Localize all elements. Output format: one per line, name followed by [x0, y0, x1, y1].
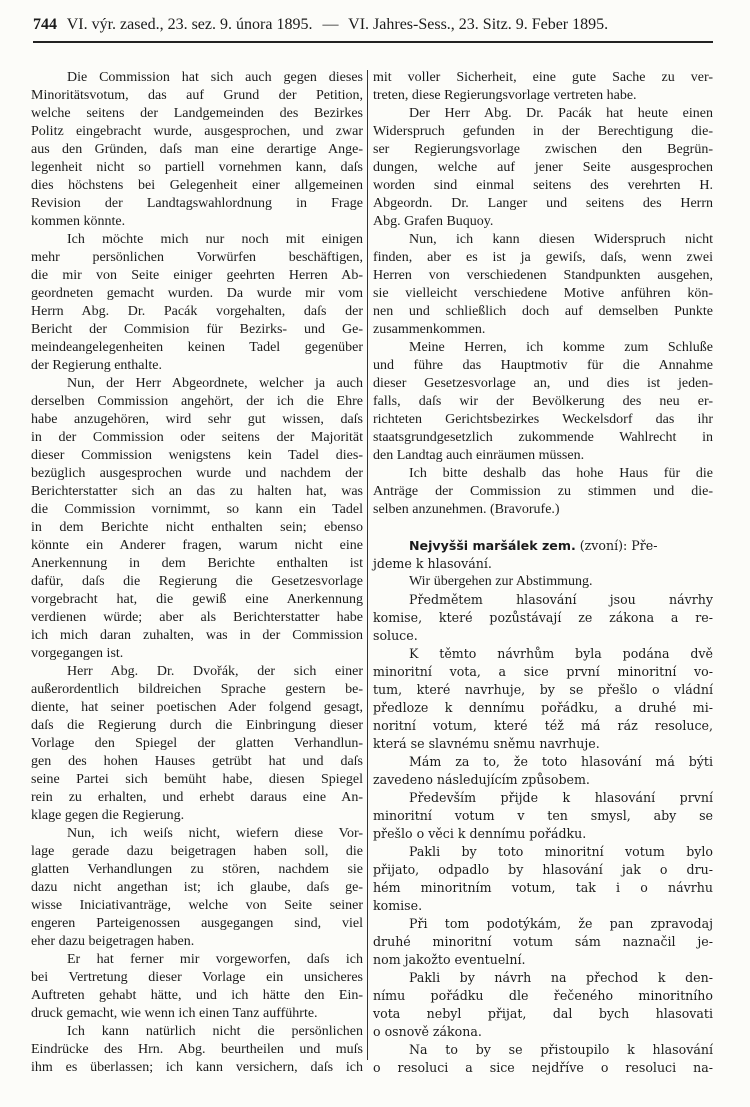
paragraph	[373, 105, 713, 231]
text-line: o resoluci a sice nejdříve o resoluci na-	[373, 1060, 713, 1075]
text-line: Der Herr Abg. Dr. Pacák hat heute einen	[409, 106, 713, 121]
text-line: Pakli by návrh na přechod k den-	[409, 970, 713, 985]
text-line: welche seitens der Landgemeinden des Bezirkes	[31, 106, 363, 121]
text-line: dafür, daſs die Regierung die Gesetzesvorlage	[31, 574, 363, 589]
text-line: předloze k dennímu pořádku, a druhé mi-	[373, 700, 713, 715]
text-line: in der Commission oder seitens der Majorität	[31, 430, 363, 445]
paragraph	[31, 951, 363, 1023]
page-number: 744	[33, 16, 57, 33]
header-separator: —	[322, 16, 339, 33]
text-line: minoritní vota, a sice první minoritní vo-	[373, 664, 713, 679]
text-line: legenheit nicht so partiell vornehmen kann, daſs	[31, 160, 363, 175]
text-line: přešlo o věci k dennímu pořádku.	[373, 826, 587, 841]
text-line: Er hat ferner mir vorgeworfen, daſs ich	[67, 952, 363, 967]
text-line: Ich möchte mich nur noch mit einigen	[67, 232, 363, 247]
text-line: und führe das Hauptmotiv für die Annahme	[373, 358, 713, 373]
text-line: Herrn Abg. Dr. Pacák vorgehalten, daſs der	[31, 304, 363, 319]
text-line: jdeme k hlasování.	[373, 556, 492, 571]
text-line: dieser Commission wenigstens kein Tadel dies-	[31, 448, 363, 463]
text-line: vorgegangen ist.	[31, 646, 124, 661]
text-line: engeren Parteigenossen ausgegangen sind, viel	[31, 916, 363, 931]
text-line: daſs die Regierung durch die Einbringung dieser	[31, 718, 363, 733]
text-line: Minoritätsvotum, das auf Grund der Petition,	[31, 88, 363, 103]
text-line: falls, daſs wir der Bevölkerung des neu er-	[373, 394, 713, 409]
paragraph	[31, 1023, 363, 1077]
text-line: treten, diese Regierungsvorlage vertreten habe.	[373, 88, 637, 103]
text-line: wisse Iniciativanträge, welche von Seite seiner	[31, 898, 363, 913]
text-line: geordneten gemacht wurden. Da wurde mir vom	[31, 286, 363, 301]
text-line: druck gemacht, wie wenn ich einen Tanz aufführte.	[31, 1006, 318, 1021]
text-line: komise, které pozůstávají ze zákona a re-	[373, 610, 713, 625]
header-german: VI. Jahres-Sess., 23. Sitz. 9. Feber 1895.	[348, 16, 609, 33]
text-line: nen und schließlich doch auf demselben Punkte	[373, 304, 713, 319]
text-line: Především přijde k hlasování první	[409, 790, 713, 805]
text-line: dungen, welche auf jener Seite ausgesprochen	[373, 160, 713, 175]
text-line: dieser Gesetzesvorlage an, und dies ist jeden-	[373, 376, 713, 391]
text-line: K těmto návrhům byla podána dvě	[409, 646, 713, 661]
text-line: in dem Berichte nicht enthalten sein; ebenso	[31, 520, 363, 535]
paragraph	[373, 339, 713, 465]
text-line: Nun, der Herr Abgeordnete, welcher ja auch	[67, 376, 363, 391]
text-line: komise.	[373, 898, 423, 913]
paragraph	[373, 231, 713, 339]
header-rule	[33, 41, 713, 43]
text-line: kommen könnte.	[31, 214, 126, 229]
paragraph	[373, 753, 713, 789]
text-line: außerordentlich bildreichen Sprache gestern be-	[31, 682, 363, 697]
text-line: Předmětem hlasování jsou návrhy	[409, 592, 713, 607]
text-line: o osnově zákona.	[373, 1024, 482, 1039]
text-line-with-speaker	[373, 537, 713, 555]
text-line: mit voller Sicherheit, eine gute Sache zu ver-	[373, 70, 713, 85]
text-line: die mir von Seite einiger geehrten Herren Ab-	[31, 268, 363, 283]
text-line: worden sind einmal seitens des verehrten H.	[373, 178, 713, 193]
speaker-name: Nejvyšši maršálek zem.	[409, 538, 576, 553]
text-line: seine Partei sich bemüht habe, diesen Spiegel	[31, 772, 363, 787]
paragraph	[31, 663, 363, 825]
text-line: Na to by se přistoupilo k hlasování	[409, 1042, 713, 1057]
text-line: která se slavnému sněmu navrhuje.	[373, 736, 600, 751]
right-column	[373, 69, 713, 1077]
text-line: dies höchstens bei Gelegenheit einer allgemeinen	[31, 178, 363, 193]
text-line: zusammenkommen.	[373, 322, 486, 337]
text-line: Nun, ich weiſs nicht, wiefern diese Vor-	[67, 826, 363, 841]
text-line: Anerkennung in dem Berichte enthalten ist	[31, 556, 363, 571]
text-line: meindeangelegenheiten keinen Tadel gegenüber	[31, 340, 363, 355]
text-line: aus den Gründen, daſs man eine derartige Ange-	[31, 142, 363, 157]
text-line: klage gegen die Regierung.	[31, 808, 185, 823]
text-line: könnte ein Anderer fragen, warum nicht eine	[31, 538, 363, 553]
running-header	[33, 16, 713, 38]
text-line: Abg. Grafen Buquoy.	[373, 214, 494, 229]
text-line: soluce.	[373, 628, 418, 643]
text-line: Anträge der Commission zu stimmen und die-	[373, 484, 713, 499]
text-line: habe anzugehören, wird sehr gut wissen, daſs	[31, 412, 363, 427]
text-line: glatten Verhandlungen zu stören, nachdem sie	[31, 862, 363, 877]
text-line: ihm es überlassen; ich kann versichern, daſs ich	[31, 1060, 363, 1075]
text-line: diente, hat seiner poetischen Ader folgend gesagt,	[31, 700, 363, 715]
paragraph	[373, 69, 713, 105]
text-line: vorgebracht hat, die gewiß eine Anerkennung	[31, 592, 363, 607]
text-line: Die Commission hat sich auch gegen dieses	[67, 70, 363, 85]
text-line: bei Vertretung dieser Vorlage ein unsicheres	[31, 970, 363, 985]
text-line: Revision der Landtagswahlordnung in Frage	[31, 196, 363, 211]
paragraph	[31, 231, 363, 375]
text-line: dazu nicht angethan ist; ich glaube, daſs ge-	[31, 880, 363, 895]
text-line: Abgeordn. Dr. Langer und seitens des Herrn	[373, 196, 713, 211]
text-line: sie vielleicht verschiedene Motive anführen kön-	[373, 286, 713, 301]
header-czech: VI. výr. zased., 23. sez. 9. února 1895.	[66, 16, 313, 33]
text-line: (zvoní): Pře-	[575, 538, 658, 553]
text-line: selben anzunehmen. (Bravorufe.)	[373, 502, 560, 517]
paragraph	[373, 573, 713, 591]
text-line: vota nebyl přijat, dal bych hlasovati	[373, 1006, 713, 1021]
section-gap	[373, 519, 713, 537]
text-line: Vorlage den Spiegel der glatten Verhandlun-	[31, 736, 363, 751]
text-line: gen des hohen Hauses getrübt hat und daſs	[31, 754, 363, 769]
paragraph	[31, 375, 363, 663]
text-line: die Commission vornimmt, so kann ein Tadel	[31, 502, 363, 517]
text-line: den Landtag auch einräumen müssen.	[373, 448, 585, 463]
text-line: Nun, ich kann diesen Widerspruch nicht	[409, 232, 713, 247]
text-line: mehr persönlichen Vorwürfen beschäftigen,	[31, 250, 363, 265]
left-column-german	[31, 69, 363, 1077]
speaker-paragraph	[373, 537, 713, 573]
text-line: tum, které navrhuje, by se přešlo o vládní	[373, 682, 713, 697]
text-line: ich mich daran zuhalten, was in der Commission	[31, 628, 363, 643]
text-line: Ich bitte deshalb das hohe Haus für die	[409, 466, 713, 481]
paragraph	[373, 645, 713, 753]
text-line: noritní votum, které též má ráz resoluce,	[373, 718, 713, 733]
text-line: richteten Gerichtsbezirkes Weckelsdorf das ihr	[373, 412, 713, 427]
text-line: Eindrücke des Hrn. Abg. beurtheilen und muſs	[31, 1042, 363, 1057]
text-line: Herr Abg. Dr. Dvořák, der sich einer	[67, 664, 363, 679]
text-line: Widerspruch gefunden in der Berechtigung die-	[373, 124, 713, 139]
text-line: lage gerade dazu beigetragen haben soll, die	[31, 844, 363, 859]
text-line: nímu pořádku dle řečeného minoritního	[373, 988, 713, 1003]
text-line: Pakli by toto minoritní votum bylo	[409, 844, 713, 859]
text-line: zavedeno následujícím způsobem.	[373, 772, 590, 787]
text-line: Ich kann natürlich nicht die persönlichen	[67, 1024, 363, 1039]
text-line: eher dazu beigetragen haben.	[31, 934, 195, 949]
text-line: Bericht der Commision für Bezirks- und Ge-	[31, 322, 363, 337]
paragraph	[373, 465, 713, 519]
text-line: Wir übergehen zur Abstimmung.	[409, 574, 593, 589]
text-line: minoritní votum v ten smysl, aby se	[373, 808, 713, 823]
paragraph	[373, 969, 713, 1041]
text-line: staatsgrundgesetzlich zukommende Wahlrecht in	[373, 430, 713, 445]
text-line: rein zu erhalten, und erhebt daraus eine An-	[31, 790, 363, 805]
paragraph	[373, 843, 713, 915]
text-line: Berichterstatter sich an das zu halten hat, was	[31, 484, 363, 499]
text-line: bezüglich ausgesprochen wurde und nachdem der	[31, 466, 363, 481]
text-line: verdienen würde; aber als Berichterstatter habe	[31, 610, 363, 625]
text-line: Při tom podotýkám, že pan zpravodaj	[409, 916, 713, 931]
column-divider	[367, 70, 368, 1060]
text-line: přijato, odpadlo by hlasování jak o dru-	[373, 862, 713, 877]
paragraph	[373, 789, 713, 843]
text-line: derselben Commission angehört, der ich die Ehre	[31, 394, 363, 409]
text-line: Mám za to, že toto hlasování má býti	[409, 754, 713, 769]
paragraph	[373, 915, 713, 969]
text-line: der Regierung enthalte.	[31, 358, 163, 373]
text-line: Meine Herren, ich komme zum Schluße	[409, 340, 713, 355]
paragraph	[373, 1041, 713, 1077]
text-line: druhé minoritní votum sám naznačil je-	[373, 934, 713, 949]
text-line: hém minoritním votum, tak i o návrhu	[373, 880, 713, 895]
text-line: finden, aber es ist ja gewiſs, daſs, wenn zwei	[373, 250, 713, 265]
text-line: Herren von verschiedenen Standpunkten ausgehen,	[373, 268, 713, 283]
text-line: Politz eingebracht wurde, ausgesprochen, und zwar	[31, 124, 363, 139]
text-line: ser Regierungsvorlage zwischen den Begrün-	[373, 142, 713, 157]
text-line: Auftreten gehabt hätte, und ich hätte den Ein-	[31, 988, 363, 1003]
text-line: nom jakožto eventuelní.	[373, 952, 526, 967]
paragraph	[31, 825, 363, 951]
paragraph	[31, 69, 363, 231]
paragraph	[373, 591, 713, 645]
